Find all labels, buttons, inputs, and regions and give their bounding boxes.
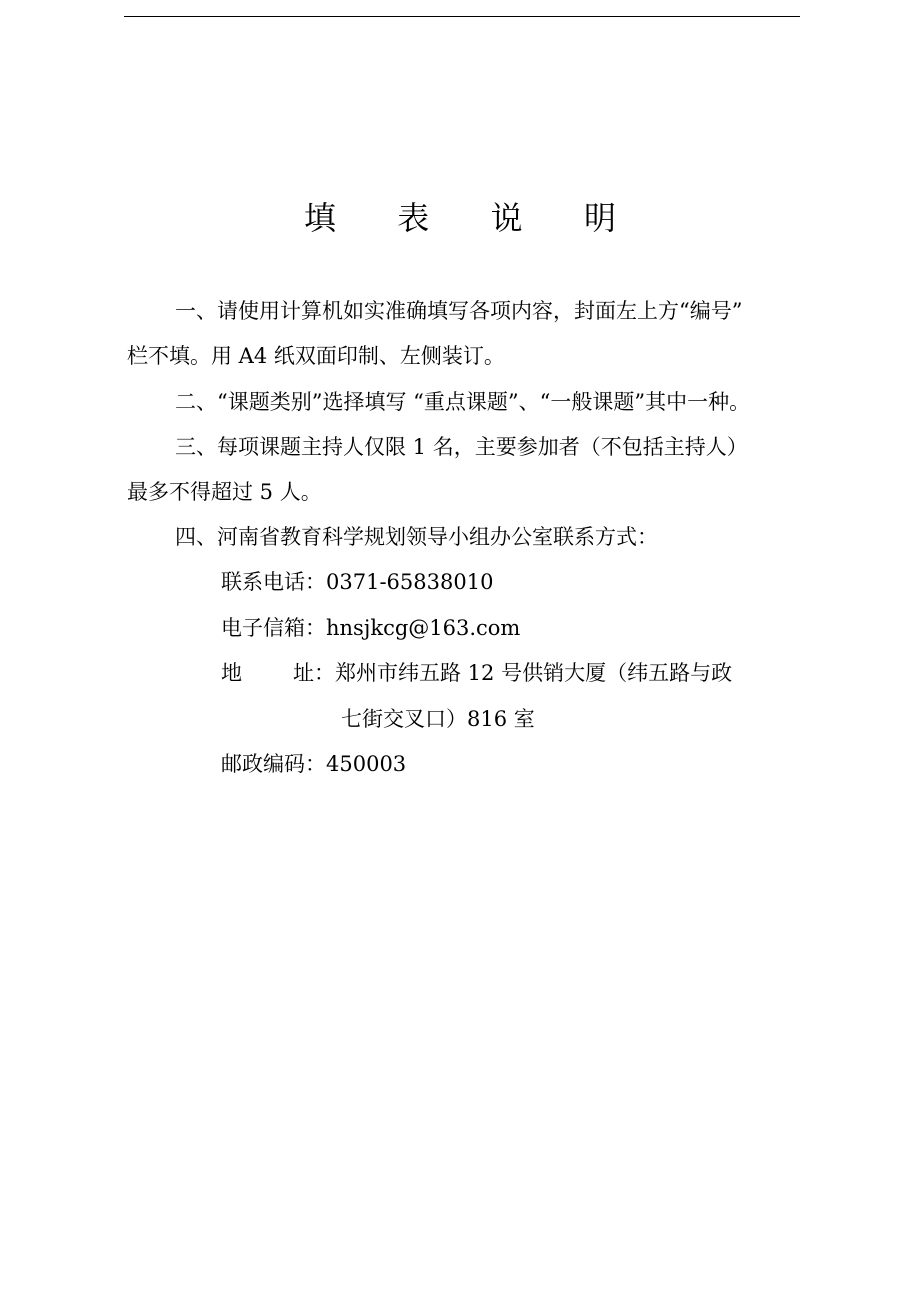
email-label: 电子信箱：: [221, 616, 326, 640]
contact-email-row: [221, 613, 520, 643]
instruction-3-line-2: 最多不得超过 5 人。: [127, 480, 322, 504]
phone-label: 联系电话：: [221, 570, 326, 594]
phone-value: 0371-65838010: [326, 570, 494, 594]
header-rule: [124, 16, 800, 17]
instruction-3-line-1: 三、每项课题主持人仅限 1 名，主要参加者（不包括主持人）: [175, 435, 748, 459]
instruction-2: 二、“课题类别”选择填写 “重点课题”、“一般课题”其中一种。: [175, 390, 751, 414]
postcode-label: 邮政编码：: [221, 752, 326, 776]
instruction-4: 四、河南省教育科学规划领导小组办公室联系方式：: [175, 525, 658, 549]
contact-phone-row: [221, 567, 493, 597]
page-title: 填 表 说 明: [303, 199, 642, 237]
contact-postcode-row: [221, 749, 406, 779]
address-label-part-2: 址：: [293, 661, 335, 685]
email-value: hnsjkcg@163.com: [326, 616, 521, 640]
address-value-line-1: 郑州市纬五路 12 号供销大厦（纬五路与政: [335, 661, 733, 685]
postcode-value: 450003: [326, 752, 407, 776]
instruction-1-line-2: 栏不填。用 A4 纸双面印制、左侧装订。: [127, 344, 505, 368]
address-value-line-2: 七街交叉口）816 室: [341, 707, 535, 731]
contact-address-row: [221, 658, 732, 688]
address-label-part-1: 地: [221, 661, 242, 685]
instruction-1-line-1: 一、请使用计算机如实准确填写各项内容，封面左上方“编号”: [175, 299, 743, 323]
